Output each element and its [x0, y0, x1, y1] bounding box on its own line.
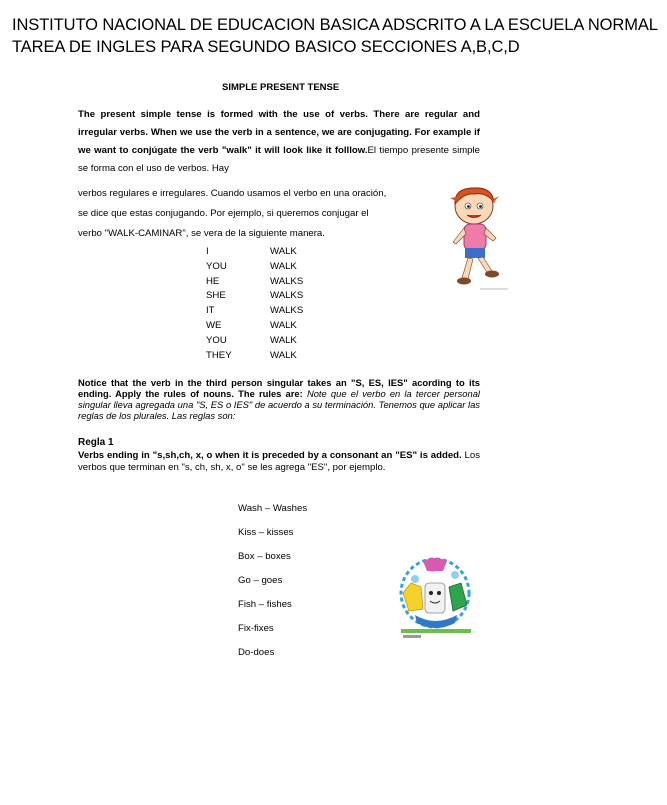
walking-boy-image — [444, 186, 512, 292]
conjugation-row — [206, 260, 303, 275]
example-item: Kiss – kisses — [238, 527, 294, 538]
conjugation-row — [206, 304, 303, 319]
verb-form: WALK — [270, 260, 297, 272]
verb-form: WALK — [270, 246, 297, 257]
conjugation-row — [206, 319, 303, 334]
notice-paragraph — [78, 377, 480, 421]
notice-english: Notice that the verb in the third person singular takes an "S, ES, IES" acording to its ending. Apply the rules of nouns. The rules are: — [78, 377, 480, 399]
pronoun: I — [206, 246, 209, 257]
example-item: Fix-fixes — [238, 623, 274, 634]
pronoun: YOU — [206, 334, 227, 346]
verb-form: WALK — [270, 334, 297, 346]
verb-form: WALKS — [270, 290, 304, 302]
example-item: Go – goes — [238, 575, 283, 586]
verb-form: WALKS — [270, 305, 304, 317]
pronoun: IT — [206, 305, 215, 317]
conjugation-table — [206, 245, 303, 363]
header-line-1: INSTITUTO NACIONAL DE EDUCACION BASICA ADSCRITO A LA ESCUELA NORMAL — [12, 16, 658, 34]
examples-list — [238, 502, 307, 670]
header-line-2: TAREA DE INGLES PARA SEGUNDO BASICO SECCIONES A,B,C,D — [12, 38, 520, 56]
verb-form: WALKS — [270, 275, 304, 287]
example-item: Wash – Washes — [238, 503, 308, 514]
pronoun: SHE — [206, 290, 226, 302]
pronoun: THEY — [206, 349, 232, 361]
conjugation-row — [206, 245, 303, 260]
intro-english-paragraph — [78, 106, 480, 178]
example-item: Do-does — [238, 647, 275, 658]
laundry-image — [395, 553, 477, 639]
intro-spanish-line: verbos regulares e irregulares. Cuando usamos el verbo en una oración, — [78, 188, 387, 199]
rule-spanish: Los verbos que terminan en "s, ch, sh, x, o" se les agrega "ES", por ejemplo. — [78, 450, 480, 473]
intro-spanish-start: El tiempo presente simple se forma con el uso de verbos. Hay — [78, 145, 480, 174]
example-item: Box – boxes — [238, 551, 291, 562]
example-item: Fish – fishes — [238, 599, 292, 610]
conjugation-row — [206, 275, 303, 290]
verb-form: WALK — [270, 319, 297, 331]
rule-heading: Regla 1 — [78, 437, 114, 448]
intro-spanish-paragraph — [78, 184, 433, 244]
pronoun: YOU — [206, 260, 227, 272]
pronoun: HE — [206, 275, 220, 287]
conjugation-row — [206, 349, 303, 364]
intro-spanish-line: verbo "WALK-CAMINAR", se vera de la siguiente manera. — [78, 228, 325, 239]
rule-paragraph — [78, 450, 480, 474]
conjugation-row — [206, 289, 303, 304]
intro-english-text: The present simple tense is formed with the use of verbs. There are regular and irregular verbs. When we use the verb in a sentence, we are conjugating. For example if we want to conjúgate the verb "walk" it will look like it folllow. — [78, 109, 480, 156]
intro-spanish-line: se dice que estas conjugando. Por ejemplo, si queremos conjugar el — [78, 208, 369, 219]
verb-form: WALK — [270, 349, 297, 361]
notice-spanish: Note que el verbo en la tercer personal singular lleva agregada una "S, ES o IES" de acuerdo a su terminación. Tenemos que aplicar las reglas de los plurales. Las reglas son: — [78, 388, 481, 421]
lesson-title: SIMPLE PRESENT TENSE — [222, 82, 340, 93]
document-header — [12, 14, 662, 58]
pronoun: WE — [206, 319, 222, 331]
laundry-icon — [395, 553, 477, 639]
conjugation-row — [206, 334, 303, 349]
walking-boy-icon — [444, 186, 512, 292]
rule-english: Verbs ending in "s,sh,ch, x, o when it is preceded by a consonant an "ES" is added. — [78, 450, 462, 461]
